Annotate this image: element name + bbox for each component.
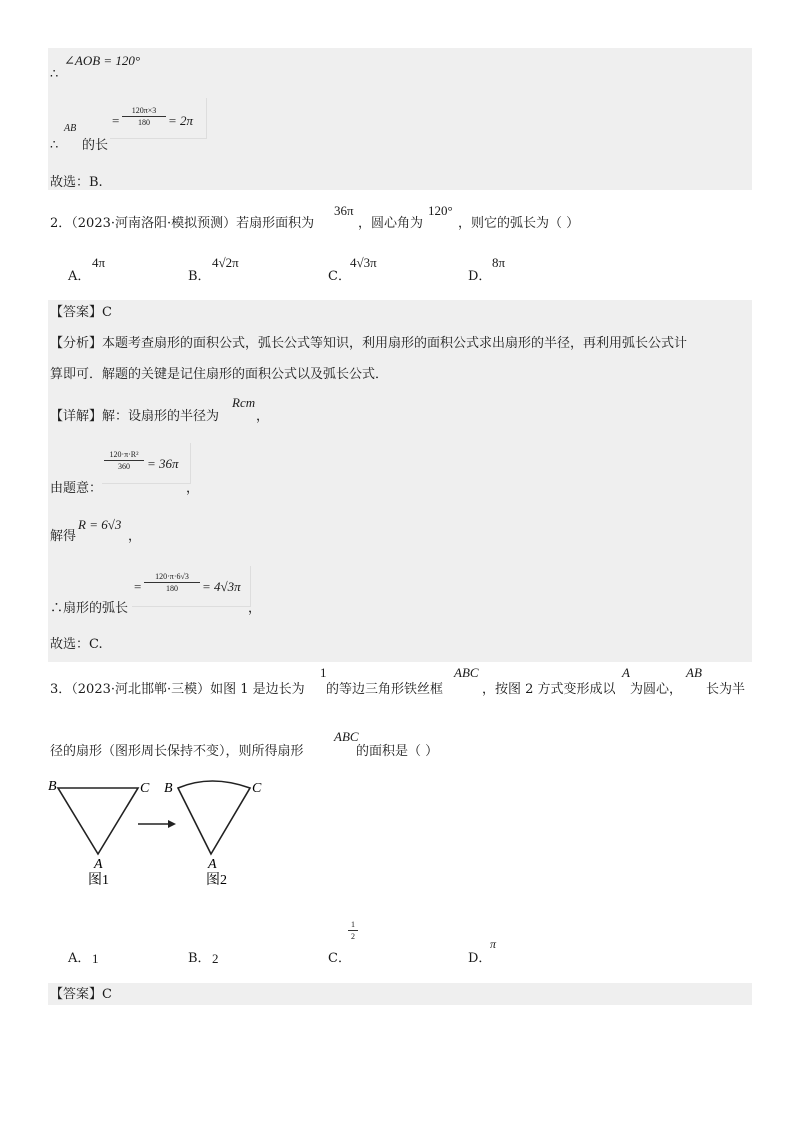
q3-radius-ab: AB bbox=[686, 665, 702, 680]
q3-option-b-label: B． bbox=[188, 951, 211, 966]
q3-option-c-fraction bbox=[348, 920, 358, 941]
fraction-bar bbox=[104, 460, 144, 461]
q2-eq2-denominator: 180 bbox=[166, 584, 178, 593]
formula-fraction bbox=[122, 106, 166, 127]
fig2-label-b: B bbox=[164, 781, 173, 796]
q2-detail-start: 【详解】解：设扇形的半径为 bbox=[50, 409, 220, 424]
fig2-label-a: A bbox=[208, 857, 217, 872]
formula-result: = 2π bbox=[168, 113, 194, 128]
q3-stem-part: 的面积是（ ） bbox=[356, 744, 439, 759]
q3-stem-part: 的等边三角形铁丝框 bbox=[326, 682, 444, 697]
therefore-symbol: ∴ bbox=[50, 138, 59, 153]
q3-figures bbox=[40, 772, 340, 892]
q2-stem-part: ，则它的弧长为（ ） bbox=[458, 216, 580, 231]
q3-stem-part: 长为半 bbox=[706, 682, 746, 697]
fraction-bar bbox=[144, 582, 200, 583]
fig2-sector bbox=[178, 781, 250, 854]
q2-choice: 故选：C. bbox=[50, 637, 103, 652]
choice-line: 故选：B. bbox=[50, 175, 103, 190]
q2-eq1-result: = 36π bbox=[147, 456, 179, 471]
q2-eq1-denominator: 360 bbox=[118, 462, 130, 471]
q3-answer-block bbox=[48, 983, 752, 1005]
q3-triangle-abc: ABC bbox=[454, 665, 479, 680]
q3-option-a-label: A． bbox=[68, 951, 91, 966]
therefore-symbol: ∴ bbox=[50, 67, 59, 82]
q2-comma: ， bbox=[186, 481, 200, 496]
q2-option-b-label: B． bbox=[188, 269, 211, 284]
q3-center-a: A bbox=[622, 665, 630, 680]
q3-option-d-label: D． bbox=[468, 951, 492, 966]
q2-eq1-fraction bbox=[104, 450, 144, 471]
q2-eq2-fraction bbox=[144, 572, 200, 593]
q3-stem-part: ，按图 2 方式变形成以 bbox=[482, 682, 616, 697]
q2-option-a-value: 4π bbox=[92, 255, 106, 270]
q2-comma: ， bbox=[248, 601, 262, 616]
q3-sector-abc: ABC bbox=[334, 729, 359, 744]
q2-analysis-line1: 【分析】本题考查扇形的面积公式，弧长公式等知识，利用扇形的面积公式求出扇形的半径，再利用弧长公式计 bbox=[50, 336, 688, 351]
q2-stem-part: ，圆心角为 bbox=[358, 216, 424, 231]
fig1-triangle bbox=[58, 788, 138, 854]
q2-by-problem: 由题意： bbox=[50, 481, 103, 496]
q2-solve-label: 解得 bbox=[50, 529, 77, 544]
q3-answer: 【答案】C bbox=[50, 987, 112, 1002]
q3-option-b-value: 2 bbox=[212, 951, 219, 966]
q2-eq1-numerator: 120·π·R² bbox=[109, 450, 139, 459]
q3-side-length: 1 bbox=[320, 665, 327, 680]
q2-answer: 【答案】C bbox=[50, 305, 112, 320]
q2-stem-part: 2．（2023·河南洛阳·模拟预测）若扇形面积为 bbox=[50, 216, 315, 231]
q2-comma: ， bbox=[256, 409, 270, 424]
q2-eq2-result: = 4√3π bbox=[202, 579, 241, 594]
q2-radius-symbol: Rcm bbox=[232, 395, 256, 410]
fig1-label-b: B bbox=[48, 779, 57, 794]
q2-eq2-numerator: 120·π·6√3 bbox=[155, 572, 189, 581]
fraction-bar bbox=[122, 116, 166, 117]
formula-denominator: 180 bbox=[138, 118, 150, 127]
q2-option-c-label: C． bbox=[328, 269, 351, 284]
q2-arc-length-label: ∴扇形的弧长 bbox=[50, 601, 129, 616]
q2-radius-value: R = 6√3 bbox=[78, 517, 122, 532]
arc-length-word: 的长 bbox=[82, 138, 109, 153]
q3-option-a-value: 1 bbox=[92, 951, 99, 966]
q2-eq2-eq-sign: = bbox=[134, 579, 142, 594]
q3-option-d-value: π bbox=[490, 937, 497, 951]
formula-eq-sign: = bbox=[112, 113, 120, 128]
transform-arrow-head bbox=[168, 820, 176, 828]
fraction-bar bbox=[348, 930, 358, 931]
q2-option-a-label: A． bbox=[68, 269, 91, 284]
q3-option-c-denominator: 2 bbox=[351, 932, 355, 941]
formula-numerator: 120π×3 bbox=[131, 106, 157, 115]
q3-stem-part: 径的扇形（图形周长保持不变），则所得扇形 bbox=[50, 744, 304, 759]
q3-option-c-numerator: 1 bbox=[351, 920, 355, 929]
arc-symbol: AB bbox=[64, 123, 77, 134]
q3-stem-part: 3．（2023·河北邯郸·三模）如图 1 是边长为 bbox=[50, 682, 305, 697]
q2-option-d-value: 8π bbox=[492, 255, 506, 270]
q2-option-b-value: 4√2π bbox=[212, 255, 239, 270]
fig1-caption: 图1 bbox=[88, 873, 109, 888]
fig2-caption: 图2 bbox=[206, 873, 227, 888]
q2-option-d-label: D． bbox=[468, 269, 492, 284]
q2-comma: ， bbox=[128, 529, 142, 544]
q3-option-c-label: C． bbox=[328, 951, 351, 966]
fig2-label-c: C bbox=[252, 781, 262, 796]
q2-angle-value: 120° bbox=[428, 203, 453, 218]
q2-analysis-line2: 算即可．解题的关键是记住扇形的面积公式以及弧长公式． bbox=[50, 367, 389, 382]
angle-equation: ∠AOB = 120° bbox=[64, 53, 141, 68]
q2-area-value: 36π bbox=[334, 203, 354, 218]
fig1-label-c: C bbox=[140, 781, 150, 796]
q2-option-c-value: 4√3π bbox=[350, 255, 377, 270]
q3-stem-part: 为圆心， bbox=[630, 682, 683, 697]
fig1-label-a: A bbox=[94, 857, 103, 872]
